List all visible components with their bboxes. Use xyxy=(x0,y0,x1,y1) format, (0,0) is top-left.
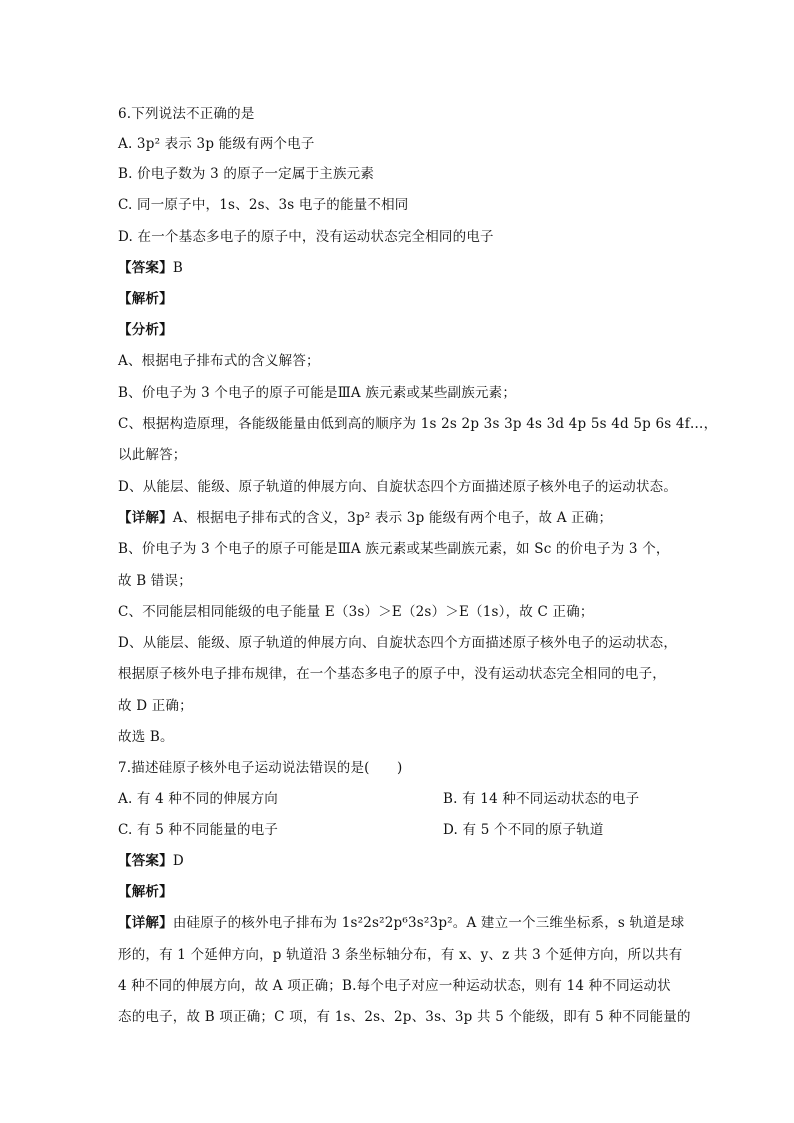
q7-answer-label: 【答案】 xyxy=(118,853,173,869)
q7-detail-label: 【详解】 xyxy=(118,915,173,931)
q7-option-b: B. 有 14 种不同运动状态的电子 xyxy=(443,791,640,807)
q7-detail-line: 态的电子，故 B 项正确；C 项，有 1s、2s、2p、3s、3p 共 5 个能级，即有 5 种不同能量的 xyxy=(118,1009,691,1025)
q6-detail-line: D、从能层、能级、原子轨道的伸展方向、自旋状态四个方面描述原子核外电子的运动状态， xyxy=(118,635,678,651)
q6-answer-value: B xyxy=(172,260,183,276)
q7-analysis-label: 【解析】 xyxy=(118,884,173,900)
q6-answer-label: 【答案】 xyxy=(118,260,173,276)
q6-stem: 6.下列说法不正确的是 xyxy=(118,106,255,122)
q7-option-d: D. 有 5 个不同的原子轨道 xyxy=(443,822,604,838)
q6-detail-line: C、不同能层相同能级的电子能量 E（3s）＞E（2s）＞E（1s），故 C 正确； xyxy=(118,604,594,620)
q6-fenxi-line: A、根据电子排布式的含义解答； xyxy=(118,353,320,369)
q6-option-d: D. 在一个基态多电子的原子中，没有运动状态完全相同的电子 xyxy=(118,229,494,245)
q6-fenxi-label: 【分析】 xyxy=(118,322,173,338)
q6-analysis-label: 【解析】 xyxy=(118,291,173,307)
q6-fenxi-line: D、从能层、能级、原子轨道的伸展方向、自旋状态四个方面描述原子核外电子的运动状态。 xyxy=(118,479,678,495)
q6-option-a: A. 3p² 表示 3p 能级有两个电子 xyxy=(118,136,315,152)
q6-detail-text: A、根据电子排布式的含义，3p² 表示 3p 能级有两个电子，故 A 正确； xyxy=(172,510,613,526)
q6-detail-line: B、价电子为 3 个电子的原子可能是ⅢA 族元素或某些副族元素，如 Sc 的价电子为 3 个， xyxy=(118,541,670,557)
q6-answer xyxy=(118,258,183,278)
q6-fenxi-line: C、根据构造原理，各能级能量由低到高的顺序为 1s 2s 2p 3s 3p 4s 3d 4p 5s 4d 5p 6s 4f…， xyxy=(118,416,718,432)
q6-detail-line: 故 B 错误； xyxy=(118,573,192,589)
q7-detail-line: 形的，有 1 个延伸方向，p 轨道沿 3 条坐标轴分布，有 x、y、z 共 3 个延伸方向，所以共有 xyxy=(118,947,683,963)
q7-option-a: A. 有 4 种不同的伸展方向 xyxy=(118,791,279,807)
q6-fenxi-line: 以此解答； xyxy=(118,447,187,463)
q6-detail-line: 根据原子核外电子排布规律，在一个基态多电子的原子中，没有运动状态完全相同的电子， xyxy=(118,666,666,682)
q6-detail-first xyxy=(118,508,612,528)
q6-option-c: C. 同一原子中，1s、2s、3s 电子的能量不相同 xyxy=(118,197,409,213)
q6-fenxi-line: B、价电子为 3 个电子的原子可能是ⅢA 族元素或某些副族元素； xyxy=(118,385,517,401)
q7-option-c: C. 有 5 种不同能量的电子 xyxy=(118,822,279,838)
q7-answer-value: D xyxy=(172,853,184,869)
q6-option-b: B. 价电子数为 3 的原子一定属于主族元素 xyxy=(118,166,375,182)
q6-detail-line: 故 D 正确； xyxy=(118,698,193,714)
q7-answer xyxy=(118,851,184,871)
q6-conclusion: 故选 B。 xyxy=(118,729,174,745)
q6-detail-label: 【详解】 xyxy=(118,510,173,526)
q7-stem: 7.描述硅原子核外电子运动说法错误的是( ) xyxy=(118,760,403,776)
q7-detail-line: 4 种不同的伸展方向，故 A 项正确；B.每个电子对应一种运动状态，则有 14 种不同运动状 xyxy=(118,978,671,994)
q7-detail-text: 由硅原子的核外电子排布为 1s²2s²2p⁶3s²3p²。A 建立一个三维坐标系，s 轨道是球 xyxy=(172,915,685,931)
q7-detail-first xyxy=(118,913,684,933)
